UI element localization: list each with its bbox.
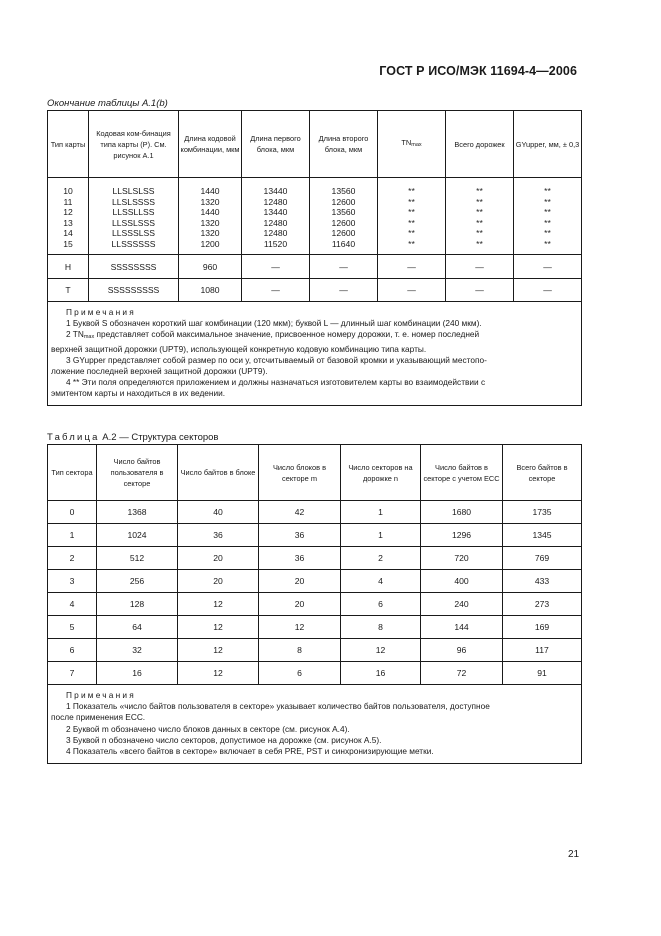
col-header-code-length: Длина кодовой комбинации, мкм — [179, 111, 242, 178]
table-cell: 12 — [341, 639, 421, 662]
table-cell: ** — [378, 207, 446, 218]
col-header-sectors-per-track: Число секторов на дорожке n — [341, 445, 421, 501]
table-cell: ** — [446, 218, 514, 229]
table-cell: 240 — [421, 593, 503, 616]
table-cell: 13440 — [242, 207, 310, 218]
note-3: 3 Буквой n обозначено число секторов, допустимое на дорожке (см. рисунок А.5). — [66, 734, 382, 745]
table-cell: 1 — [341, 524, 421, 547]
table-cell: 36 — [178, 524, 259, 547]
table-cell: 128 — [97, 593, 178, 616]
table-cell: ** — [446, 228, 514, 239]
table-row — [48, 228, 582, 239]
table-cell: 12 — [178, 639, 259, 662]
table-row — [48, 593, 582, 616]
col-header-total-tracks: Всего дорожек — [446, 111, 514, 178]
table-row — [48, 524, 582, 547]
table-cell: LLSSSSSS — [89, 239, 179, 250]
note-1: 1 Показатель «число байтов пользователя в секторе» указывает количество байтов пользователя, доступное — [66, 701, 490, 712]
table2-notes — [48, 685, 582, 764]
table-cell: 512 — [97, 547, 178, 570]
table-cell: ** — [446, 207, 514, 218]
table-row-h: H SSSSSSSS 960 — — — — — — [48, 255, 582, 279]
col-header-total-bytes: Всего байтов в секторе — [503, 445, 582, 501]
table-cell: 1200 — [179, 239, 242, 250]
note-1: 1 Буквой S обозначен короткий шаг комбинации (120 мкм); буквой L — длинный шаг комбинации (240 мкм). — [66, 318, 482, 329]
table-cell: 720 — [421, 547, 503, 570]
table-cell: 4 — [341, 570, 421, 593]
table-cell: LLSSLSSS — [89, 218, 179, 229]
note-2-cont: верхней защитной дорожки (UPT9), использующей конкретную кодовую комбинацию типа карты. — [51, 343, 427, 354]
table-cell: 13440 — [242, 186, 310, 197]
table-cell: 10 — [48, 186, 89, 197]
table-cell: 36 — [259, 547, 341, 570]
table-cell: 11640 — [310, 239, 378, 250]
table-cell: 1735 — [503, 501, 582, 524]
col-header-first-block: Длина первого блока, мкм — [242, 111, 310, 178]
table-cell: 12 — [178, 593, 259, 616]
table-cell: 1320 — [179, 197, 242, 208]
col-header-user-bytes: Число байтов пользователя в секторе — [97, 445, 178, 501]
table-row — [48, 239, 582, 250]
table-row — [48, 616, 582, 639]
table-cell: LLSLSLSS — [89, 186, 179, 197]
table-cell: ** — [514, 239, 582, 250]
note-4: 4 Показатель «всего байтов в секторе» включает в себя PRE, PST и синхронизирующие метки. — [66, 746, 434, 757]
note-1-cont: после применения ЕСС. — [51, 712, 146, 723]
table-row-t: T SSSSSSSSS 1080 — — — — — — [48, 279, 582, 302]
table-cell: 16 — [341, 662, 421, 685]
table-cell: 12480 — [242, 197, 310, 208]
table-cell: 13560 — [310, 186, 378, 197]
table-cell: 6 — [259, 662, 341, 685]
table-cell: 12 — [178, 616, 259, 639]
table-cell: 1345 — [503, 524, 582, 547]
table-cell: ** — [378, 186, 446, 197]
table-cell: 16 — [97, 662, 178, 685]
table-row — [48, 186, 582, 197]
table-cell: ** — [378, 239, 446, 250]
table-cell: 0 — [48, 501, 97, 524]
table-cell: 12 — [178, 662, 259, 685]
table-cell: 117 — [503, 639, 582, 662]
table-a2-sector-structure — [47, 444, 582, 764]
table-row — [48, 662, 582, 685]
table-cell: 4 — [48, 593, 97, 616]
notes-title: Примечания — [66, 307, 136, 317]
table-cell: 1440 — [179, 186, 242, 197]
table-row — [48, 501, 582, 524]
table-cell: 1320 — [179, 228, 242, 239]
note-4: 4 ** Эти поля определяются приложением и должны назначаться изготовителем карты во взаимодействии с — [66, 377, 486, 388]
table-cell: ** — [378, 197, 446, 208]
table-cell: ** — [446, 239, 514, 250]
table-cell: 1368 — [97, 501, 178, 524]
table-cell: 5 — [48, 616, 97, 639]
table-cell: 72 — [421, 662, 503, 685]
table-cell: 256 — [97, 570, 178, 593]
col-header-second-block: Длина второго блока, мкм — [310, 111, 378, 178]
page-number: 21 — [568, 849, 580, 860]
table1-notes-row — [48, 302, 582, 406]
table-cell: 169 — [503, 616, 582, 639]
table1-caption: Окончание таблицы А.1(b) — [47, 98, 168, 109]
table-cell: 36 — [259, 524, 341, 547]
table-row — [48, 547, 582, 570]
table-cell: ** — [378, 218, 446, 229]
table-cell: LLSSSLSS — [89, 228, 179, 239]
table2-caption: Таблица А.2 — Структура секторов — [47, 432, 219, 443]
table-cell: 1 — [341, 501, 421, 524]
table2-notes-row — [48, 685, 582, 764]
note-2: 2 Буквой m обозначено число блоков данных в секторе (см. рисунок А.4). — [66, 723, 350, 734]
table-row — [48, 570, 582, 593]
document-header: ГОСТ Р ИСО/МЭК 11694-4—2006 — [379, 64, 577, 78]
table-cell: ** — [514, 197, 582, 208]
col-header-sector-type: Тип сектора — [48, 445, 97, 501]
col-header-gyupper: GYupper, мм, ± 0,3 — [514, 111, 582, 178]
table-cell: 20 — [178, 547, 259, 570]
table-cell: 15 — [48, 239, 89, 250]
table-cell: 13560 — [310, 207, 378, 218]
table-cell: ** — [378, 228, 446, 239]
table-cell: 1024 — [97, 524, 178, 547]
table-cell: 12 — [48, 207, 89, 218]
table-cell: 12600 — [310, 218, 378, 229]
table-cell: 2 — [341, 547, 421, 570]
table-cell: 12600 — [310, 197, 378, 208]
table-cell: LLSSLLSS — [89, 207, 179, 218]
table-cell: 273 — [503, 593, 582, 616]
table-cell: 13 — [48, 218, 89, 229]
col-header-bytes-with-ecc: Число байтов в секторе с учетом ЕСС — [421, 445, 503, 501]
table-cell: 1320 — [179, 218, 242, 229]
table-cell: 1296 — [421, 524, 503, 547]
table-cell: 12480 — [242, 218, 310, 229]
table-cell: ** — [446, 186, 514, 197]
table-row — [48, 207, 582, 218]
table-cell: 8 — [259, 639, 341, 662]
table-a1b — [47, 110, 582, 406]
col-header-bytes-per-block: Число байтов в блоке — [178, 445, 259, 501]
table-cell: 12480 — [242, 228, 310, 239]
table-cell: 1680 — [421, 501, 503, 524]
table-cell: 12600 — [310, 228, 378, 239]
table-row — [48, 639, 582, 662]
table-cell: ** — [446, 197, 514, 208]
table-cell: 8 — [341, 616, 421, 639]
table-cell: 91 — [503, 662, 582, 685]
table-cell: 6 — [341, 593, 421, 616]
table-cell: ** — [514, 207, 582, 218]
table-cell: 7 — [48, 662, 97, 685]
note-3-cont: ложение последней верхней защитной дорожки (UPT9). — [51, 366, 268, 377]
note-2: 2 $TN_{max}$ представляет собой максимальное значение, присвоенное номеру дорожки, т. е. номер последней — [66, 329, 480, 341]
note-4-cont: эмитентом карты и находиться в их ведении. — [51, 388, 226, 399]
table-cell: 32 — [97, 639, 178, 662]
table-cell: LLSLSSSS — [89, 197, 179, 208]
col-header-card-type: Тип карты — [48, 111, 89, 178]
table-cell: 2 — [48, 547, 97, 570]
table-row — [48, 197, 582, 208]
table-cell: 400 — [421, 570, 503, 593]
table1-notes — [48, 302, 582, 406]
table-cell: 144 — [421, 616, 503, 639]
table-cell: 12 — [259, 616, 341, 639]
table-cell: 20 — [178, 570, 259, 593]
col-header-code-combination: Кодовая ком-бинация типа карты (Р). См. рисунок А.1 — [89, 111, 179, 178]
table-cell: 433 — [503, 570, 582, 593]
table-cell: 64 — [97, 616, 178, 639]
table-cell: ** — [514, 228, 582, 239]
table-row — [48, 218, 582, 229]
table-cell: ** — [514, 186, 582, 197]
col-header-tn-max: $TN_{max}$ — [378, 111, 446, 178]
table-cell: 769 — [503, 547, 582, 570]
table-header-row — [48, 445, 582, 501]
table-cell: 96 — [421, 639, 503, 662]
table-cell: 11 — [48, 197, 89, 208]
table-cell: 3 — [48, 570, 97, 593]
table-cell: 14 — [48, 228, 89, 239]
note-3: 3 GYupper представляет собой размер по оси y, отсчитываемый от базовой кромки и указывающий местопо- — [66, 354, 487, 365]
table-cell: 11520 — [242, 239, 310, 250]
table-cell: ** — [514, 218, 582, 229]
table-cell: 42 — [259, 501, 341, 524]
table-cell: 6 — [48, 639, 97, 662]
col-header-blocks-per-sector: Число блоков в секторе m — [259, 445, 341, 501]
table-cell: 40 — [178, 501, 259, 524]
table-cell: 20 — [259, 570, 341, 593]
table-header-row — [48, 111, 582, 178]
table-cell: 1 — [48, 524, 97, 547]
table-cell: 1440 — [179, 207, 242, 218]
notes-title: Примечания — [66, 690, 136, 700]
table-cell: 20 — [259, 593, 341, 616]
